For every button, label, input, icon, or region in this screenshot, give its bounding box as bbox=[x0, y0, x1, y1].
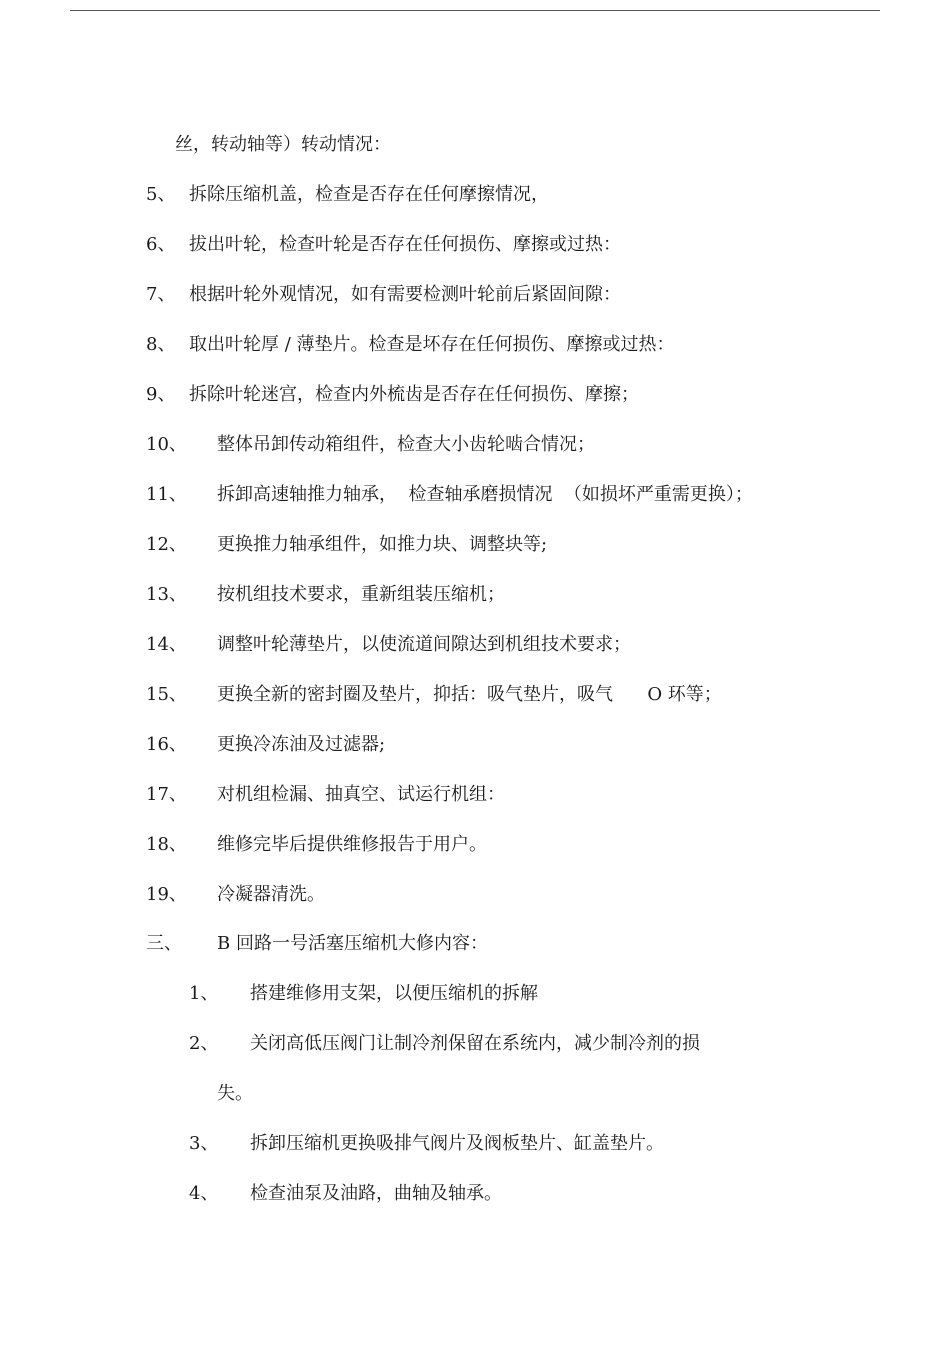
sub-item-number: 4、 bbox=[189, 1183, 219, 1204]
list-item-number: 6、 bbox=[146, 234, 176, 255]
list-item-text: 拔出叶轮，检查叶轮是否存在任何损伤、摩擦或过热： bbox=[189, 234, 621, 255]
list-item-number: 14、 bbox=[146, 634, 187, 655]
list-item-text: 整体吊卸传动箱组件，检查大小齿轮啮合情况； bbox=[217, 434, 595, 455]
list-item-number: 8、 bbox=[146, 334, 176, 355]
list-item-text: 冷凝器清洗。 bbox=[217, 884, 325, 905]
continuation-text: 丝，转动轴等）转动情况： bbox=[175, 134, 391, 155]
sub-item-text: 关闭高低压阀门让制冷剂保留在系统内，减少制冷剂的损 bbox=[250, 1033, 700, 1054]
list-item-text: 拆除压缩机盖，检查是否存在任何摩擦情况， bbox=[189, 184, 549, 205]
list-item-number: 11、 bbox=[146, 484, 187, 505]
sub-item-text: 拆卸压缩机更换吸排气阀片及阀板垫片、缸盖垫片。 bbox=[250, 1133, 664, 1154]
list-item-text: 按机组技术要求，重新组装压缩机； bbox=[217, 584, 505, 605]
list-item-text: 维修完毕后提供维修报告于用户。 bbox=[217, 834, 487, 855]
section-number: 三、 bbox=[146, 933, 182, 954]
list-item-number: 13、 bbox=[146, 584, 187, 605]
list-item-number: 10、 bbox=[146, 434, 187, 455]
list-item-number: 17、 bbox=[146, 784, 187, 805]
list-item-number: 9、 bbox=[146, 384, 176, 405]
list-item-number: 18、 bbox=[146, 834, 187, 855]
list-item-text: 取出叶轮厚 / 薄垫片。检查是坏存在任何损伤、摩擦或过热： bbox=[189, 334, 675, 355]
list-item-text: 调整叶轮薄垫片，以使流道间隙达到机组技术要求； bbox=[217, 634, 631, 655]
sub-item-text: 搭建维修用支架，以便压缩机的拆解 bbox=[250, 983, 538, 1004]
list-item-number: 19、 bbox=[146, 884, 187, 905]
header-rule bbox=[70, 10, 880, 11]
list-item-text: 更换推力轴承组件，如推力块、调整块等; bbox=[217, 534, 548, 555]
sub-item-text: 失。 bbox=[217, 1083, 253, 1104]
sub-item-number: 3、 bbox=[189, 1133, 219, 1154]
sub-item-number: 2、 bbox=[189, 1033, 219, 1054]
list-item-text: 对机组检漏、抽真空、试运行机组： bbox=[217, 784, 505, 805]
list-item-text: 根据叶轮外观情况，如有需要检测叶轮前后紧固间隙： bbox=[189, 284, 621, 305]
list-item-number: 16、 bbox=[146, 734, 187, 755]
sub-item-number: 1、 bbox=[189, 983, 219, 1004]
list-item-text: 拆卸高速轴推力轴承， 检查轴承磨损情况 （如损坏严重需更换）； bbox=[217, 484, 753, 505]
sub-item-text: 检查油泵及油路，曲轴及轴承。 bbox=[250, 1183, 502, 1204]
list-item-text: 更换全新的密封圈及垫片，抑括：吸气垫片，吸气 O 环等； bbox=[217, 684, 722, 705]
continuation-line bbox=[175, 133, 391, 157]
list-item-text: 拆除叶轮迷宫，检查内外梳齿是否存在任何损伤、摩擦； bbox=[189, 384, 639, 405]
list-item-number: 15、 bbox=[146, 684, 187, 705]
list-item-text: 更换冷冻油及过滤器; bbox=[217, 734, 386, 755]
list-item-number: 5、 bbox=[146, 184, 176, 205]
section-title: B 回路一号活塞压缩机大修内容： bbox=[217, 933, 488, 954]
list-item-number: 12、 bbox=[146, 534, 187, 555]
list-item-number: 7、 bbox=[146, 284, 176, 305]
